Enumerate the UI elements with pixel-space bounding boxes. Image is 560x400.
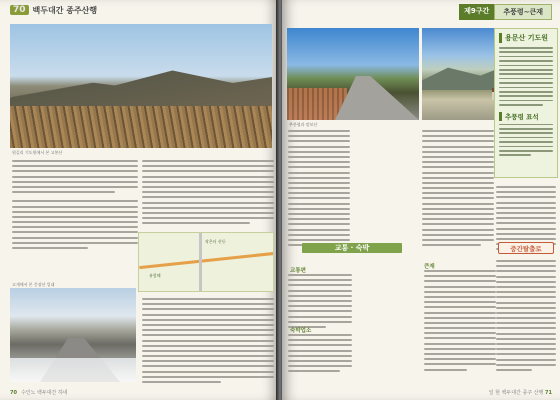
right-footer xyxy=(489,389,552,396)
road-photo xyxy=(287,28,419,120)
lodging-text xyxy=(288,334,352,376)
page-number-left: 70 xyxy=(10,389,17,396)
map-label: 작은터 산등 xyxy=(205,239,226,244)
left-text-column-1 xyxy=(12,160,138,252)
map-label: 유람해 xyxy=(149,273,161,278)
photo-caption-bottom: 고개에서 본 웅장산 일대 xyxy=(12,282,55,287)
escape-route-heading: 중간탈출로 xyxy=(498,242,554,254)
footer-text-left: 수인노 백두대간 하네 xyxy=(20,390,68,396)
left-text-column-2 xyxy=(142,160,274,227)
escape-route-text xyxy=(496,260,556,374)
right-page xyxy=(282,0,560,400)
sub-heading-transport: 교통편 xyxy=(290,268,306,274)
left-footer xyxy=(10,389,68,396)
keunjae-text xyxy=(424,270,496,374)
sidebar-subtitle: 추풍령 표석 xyxy=(499,112,553,121)
snowy-road-photo xyxy=(10,288,136,382)
mountain-photo xyxy=(10,24,272,148)
transport-text xyxy=(288,274,352,331)
left-running-head xyxy=(10,4,97,16)
left-page xyxy=(0,0,278,400)
running-title: 백두대간 종주산행 xyxy=(32,5,98,15)
photo-caption-top: 원길리 기도원에서 본 고봉산 xyxy=(12,150,63,155)
traffic-lodging-banner: 교통 · 숙박 xyxy=(302,243,402,253)
right-text-column-2 xyxy=(422,130,494,249)
right-text-column-1 xyxy=(288,130,350,249)
sub-heading-keunjae: 큰재 xyxy=(424,264,435,270)
left-text-column-3 xyxy=(142,298,274,386)
route-label: 추풍령~큰재 xyxy=(494,4,552,20)
section-label: 제9구간 xyxy=(459,4,494,20)
right-running-head xyxy=(459,4,552,20)
page-number-right: 71 xyxy=(545,390,552,396)
route-map xyxy=(138,232,274,292)
footer-text-right: 일 현 백두대간 종주 산행 xyxy=(488,390,544,396)
sidebar-title: 용문산 기도원 xyxy=(499,33,553,43)
photo-caption-right: 추풍령과 말보산 xyxy=(289,122,318,127)
sub-heading-lodging: 숙박업소 xyxy=(290,328,312,334)
info-sidebar xyxy=(494,28,558,178)
series-badge: 70 xyxy=(10,5,29,15)
